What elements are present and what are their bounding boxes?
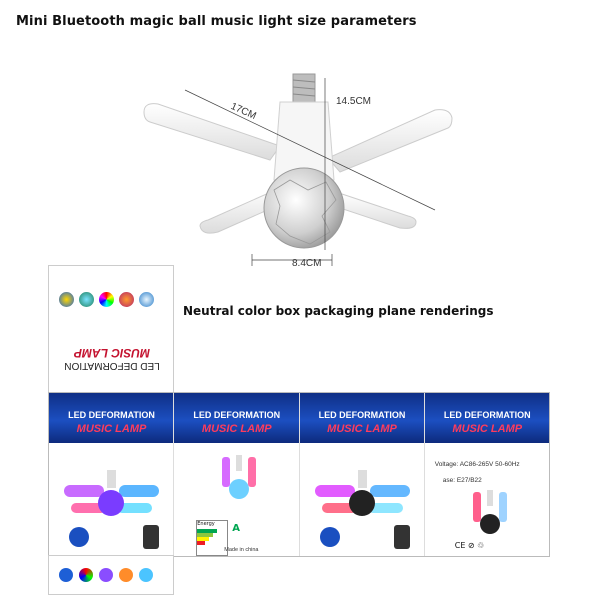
globe-icon bbox=[79, 292, 94, 307]
panel-line2: MUSIC LAMP bbox=[452, 423, 523, 435]
ac-voltage-icon bbox=[59, 568, 73, 582]
lamp-arm-left-top bbox=[144, 104, 280, 160]
feature-icons bbox=[59, 292, 154, 307]
panel-line1: LED DEFORMATION bbox=[193, 410, 281, 420]
box-panel-3 bbox=[300, 393, 425, 556]
bluetooth-icon bbox=[139, 568, 153, 582]
box-panel-2 bbox=[174, 393, 299, 556]
folded-lamp-image-2 bbox=[465, 488, 515, 538]
made-in-china: Made in china bbox=[224, 547, 259, 553]
remote-icon bbox=[119, 568, 133, 582]
panel-line2: MUSIC LAMP bbox=[327, 423, 397, 435]
ball-diameter-label: 8.4CM bbox=[292, 258, 322, 269]
music-icon bbox=[99, 568, 113, 582]
flipped-title-line1: MUSIC LAMP bbox=[74, 346, 150, 360]
width-label: 17CM bbox=[228, 101, 258, 122]
page-title: Mini Bluetooth magic ball music light size parameters bbox=[16, 14, 417, 29]
folded-lamp-image bbox=[214, 453, 264, 503]
lamp-product-image bbox=[59, 455, 164, 550]
rgb-icon bbox=[79, 568, 93, 582]
box-panel-1 bbox=[49, 393, 174, 556]
panel-line1: LED DEFORMATION bbox=[443, 410, 531, 420]
box-side-panels bbox=[48, 392, 550, 557]
lamp-product-image bbox=[310, 455, 415, 550]
height-label: 14.5CM bbox=[336, 96, 372, 107]
panel-line1: LED DEFORMATION bbox=[68, 410, 155, 420]
cert-icons: CE ⊘ ♲ bbox=[454, 541, 485, 550]
voltage-icon bbox=[139, 292, 154, 307]
energy-label-text: Energy bbox=[197, 521, 215, 527]
voltage-text: Voltage: AC86-265V 50-60Hz bbox=[434, 461, 520, 468]
packaging-subtitle: Neutral color box packaging plane renderings bbox=[183, 304, 494, 318]
color-wheel-icon bbox=[119, 292, 134, 307]
flipped-title bbox=[57, 346, 167, 371]
panel-line2: MUSIC LAMP bbox=[201, 423, 272, 435]
energy-class: A bbox=[232, 523, 240, 534]
box-bottom-flap bbox=[48, 555, 174, 595]
lamp-illustration bbox=[130, 40, 460, 280]
base-type-text: ase: E27/B22 bbox=[442, 477, 482, 484]
flipped-title-line2: LED DEFORMATION bbox=[64, 360, 160, 371]
rgb-icon bbox=[99, 292, 114, 307]
lamp-arm-right-bottom bbox=[334, 194, 416, 228]
v-logo-icon bbox=[59, 292, 74, 307]
box-panel-4 bbox=[425, 393, 549, 556]
box-top-flap bbox=[48, 265, 174, 394]
lamp-arm-right-top bbox=[328, 110, 452, 172]
panel-line2: MUSIC LAMP bbox=[76, 423, 147, 435]
panel-line1: LED DEFORMATION bbox=[318, 410, 406, 420]
crystal-ball bbox=[264, 168, 344, 248]
